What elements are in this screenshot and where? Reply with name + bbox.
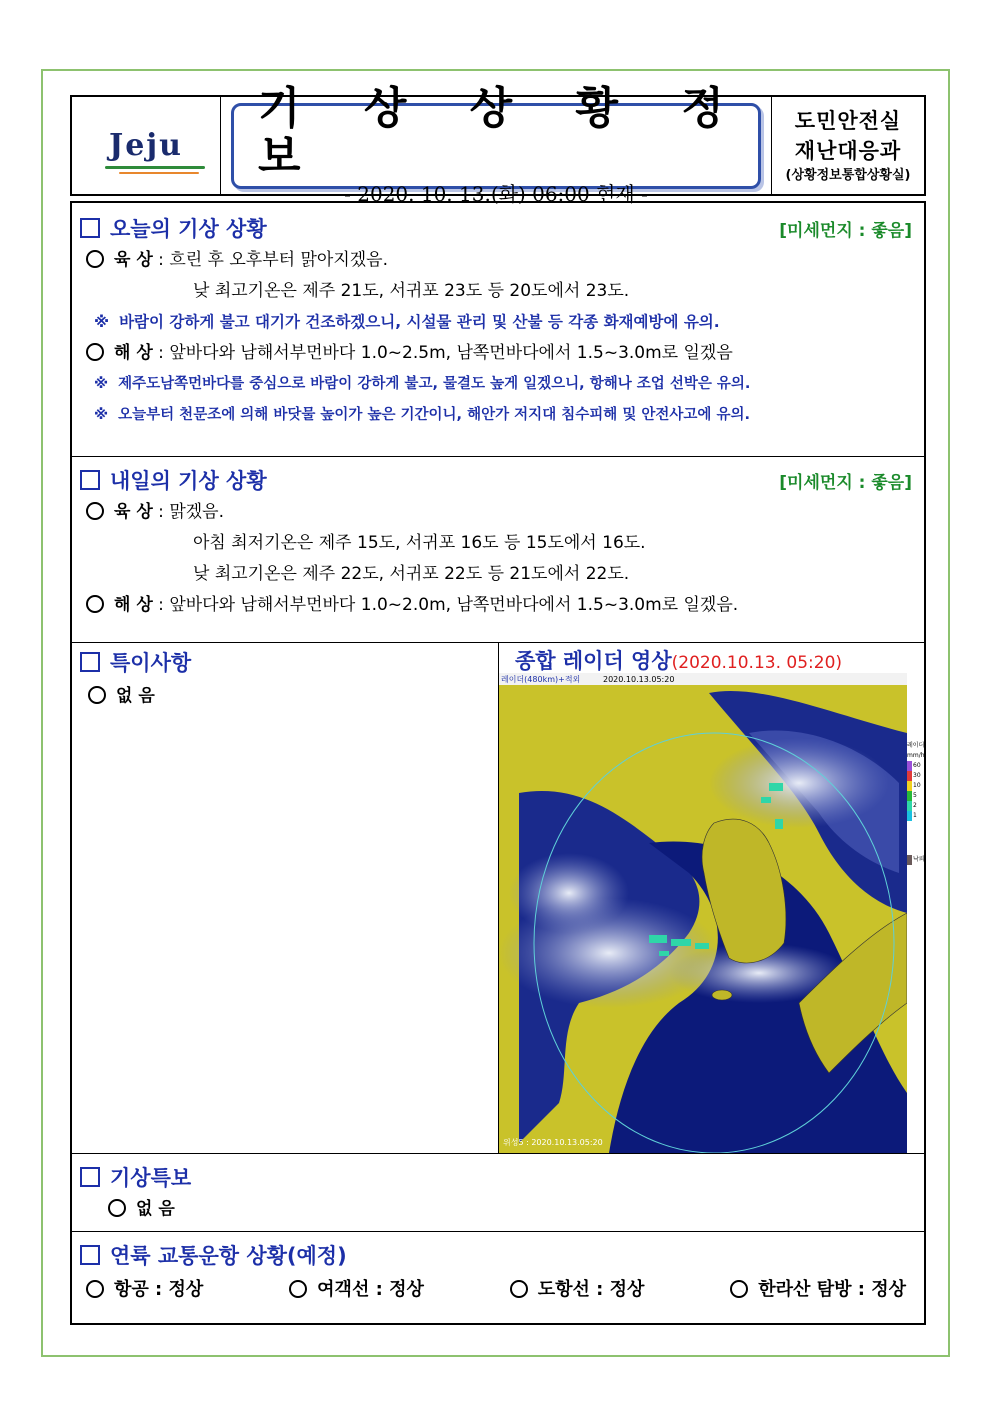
radar-time: (2020.10.13. 05:20) [671,653,843,673]
logo-cell [72,97,221,194]
legend-value: 5 [913,792,917,799]
checkbox-square-icon [80,652,100,672]
tomorrow-heading [72,463,924,497]
checkbox-square-icon [80,218,100,238]
today-sea-label: 해 상 [114,343,153,363]
traffic-item-air [86,1272,203,1308]
radar-title: 종합 레이더 영상 [515,649,672,673]
traffic-title [80,1240,347,1270]
tomorrow-land-text: 맑겠음. [169,502,224,522]
radar-satellite-image [499,673,907,1153]
tomorrow-dust-badge: [미세먼지 : 좋음] [779,472,912,493]
note-mark: ※ [94,407,109,423]
warnings-item [72,1194,924,1225]
traffic-item-ferry [289,1272,424,1308]
today-land-label: 육 상 [114,250,153,270]
note-mark: ※ [94,313,110,331]
logo-swoosh-orange [119,172,199,174]
today-sea-note-1-text: 제주도남쪽먼바다를 중심으로 바람이 강하게 불고, 물결도 높게 일겠으니, 항해나 조업 선박은 유의. [118,376,751,392]
circle-bullet-icon [730,1280,748,1298]
tomorrow-land-min: 아침 최저기온은 제주 15도, 서귀포 16도 등 15도에서 16도. [193,533,646,553]
warnings-title [80,1162,191,1192]
note-mark: ※ [94,376,109,392]
logo-text: Jeju [109,128,183,163]
traffic-item-text: 도항선 : 정상 [537,1279,645,1300]
traffic-item-text: 항공 : 정상 [114,1279,204,1300]
circle-bullet-icon [88,686,106,704]
tomorrow-land-line: 육 상 : 맑겠음. [72,497,924,528]
title-cell [221,82,771,206]
title-box [231,82,761,206]
special-heading [72,645,498,679]
circle-bullet-icon [86,1280,104,1298]
legend-row [907,771,925,781]
circle-bullet-icon [289,1280,307,1298]
legend-row [907,801,925,811]
special-title-text: 특이사항 [110,651,192,675]
circle-bullet-icon [86,595,104,613]
traffic-status-row [72,1272,924,1308]
legend-value: 10 [913,782,921,789]
circle-bullet-icon [108,1199,126,1217]
special-section [72,643,924,1154]
warnings-title-text: 기상특보 [110,1166,192,1190]
today-sea-note-1 [72,369,924,400]
tomorrow-land-label: 육 상 [114,502,153,522]
legend-value: 1 [913,812,917,819]
legend-value: 60 [913,762,921,769]
legend-value: 30 [913,772,921,779]
report-date: - 2020. 10. 13.(화) 06:00 현재 - [344,181,648,206]
circle-bullet-icon [86,250,104,268]
today-title [80,213,267,243]
traffic-item-text: 여객선 : 정상 [317,1279,424,1300]
circle-bullet-icon [86,502,104,520]
circle-bullet-icon [86,343,104,361]
tomorrow-land-max: 낮 최고기온은 제주 22도, 서귀포 22도 등 21도에서 22도. [193,564,630,584]
dept-office: 도민안전실 [794,108,902,133]
report-body [70,201,926,1325]
legend-row [907,811,925,821]
warnings-item-text: 없 음 [136,1199,175,1219]
checkbox-square-icon [80,470,100,490]
special-title [80,647,191,677]
department-cell [771,97,924,194]
traffic-section [72,1232,924,1323]
legend-title: 레이더 [907,742,925,749]
dept-unit: (상황정보통합상황실) [785,167,911,183]
tomorrow-title-text: 내일의 기상 상황 [110,469,267,493]
radar-image-time: 2020.10.13.05:20 [603,675,675,684]
traffic-item-text: 한라산 탐방 : 정상 [758,1279,906,1300]
special-item-text: 없 음 [116,686,155,706]
checkbox-square-icon [80,1167,100,1187]
radar-panel [498,643,924,1153]
circle-bullet-icon [510,1280,528,1298]
today-title-text: 오늘의 기상 상황 [110,217,267,241]
legend-value: 2 [913,802,917,809]
warnings-heading [72,1160,924,1194]
dept-division: 재난대응과 [794,138,902,163]
checkbox-square-icon [80,1245,100,1265]
today-dust-badge: [미세먼지 : 좋음] [779,220,912,241]
today-land-line: 육 상 : 흐린 후 오후부터 맑아지겠음. [72,245,924,276]
radar-image-footer: 위성5 : 2020.10.13.05:20 [503,1138,603,1147]
traffic-heading [72,1238,924,1272]
page-title: 기 상 상 황 정 보 [258,82,748,182]
today-sea-text: 앞바다와 남해서부먼바다 1.0~2.5m, 남쪽먼바다에서 1.5~3.0m로 일겠음 [169,343,733,363]
tomorrow-sea-line: 해 상 : 앞바다와 남해서부먼바다 1.0~2.0m, 남쪽먼바다에서 1.5~3.0m로 일겠음. [72,590,924,621]
tomorrow-section [72,457,924,643]
today-land-temp: 낮 최고기온은 제주 21도, 서귀포 23도 등 20도에서 23도. [193,281,630,301]
legend-row [907,761,925,771]
today-section [72,203,924,457]
today-land-text: 흐린 후 오후부터 맑아지겠음. [169,250,388,270]
report-header [70,82,926,206]
jeju-logo [109,128,183,163]
traffic-title-text: 연륙 교통운항 상황(예정) [110,1244,347,1268]
today-sea-note-2-text: 오늘부터 천문조에 의해 바닷물 높이가 높은 기간이니, 해안가 저지대 침수피해 및 안전사고에 유의. [118,407,750,423]
legend-row [907,781,925,791]
today-sea-line: 해 상 : 앞바다와 남해서부먼바다 1.0~2.5m, 남쪽먼바다에서 1.5~3.0m로 일겠음 [72,338,924,369]
today-heading [72,211,924,245]
radar-legend-bar [907,741,925,865]
tomorrow-sea-label: 해 상 [114,595,153,615]
legend-lightning: 낙뢰 [913,856,925,863]
legend-row [907,791,925,801]
radar-image-caption: 레이더(480km)+적외 [501,675,581,684]
traffic-item-hallasan [730,1272,906,1308]
legend-row [907,855,925,865]
legend-unit: mm/h [907,752,925,759]
today-land-note-text: 바람이 강하게 불고 대기가 건조하겠으니, 시설물 관리 및 산불 등 각종 화재예방에 유의. [119,313,720,331]
traffic-item-island-ship [510,1272,645,1308]
tomorrow-title [80,465,267,495]
radar-heading [499,643,924,673]
logo-swoosh-green [105,166,205,169]
today-sea-note-2 [72,400,924,431]
today-land-note [72,307,924,338]
tomorrow-sea-text: 앞바다와 남해서부먼바다 1.0~2.0m, 남쪽먼바다에서 1.5~3.0m로 일겠음. [169,595,739,615]
warnings-section [72,1154,924,1232]
